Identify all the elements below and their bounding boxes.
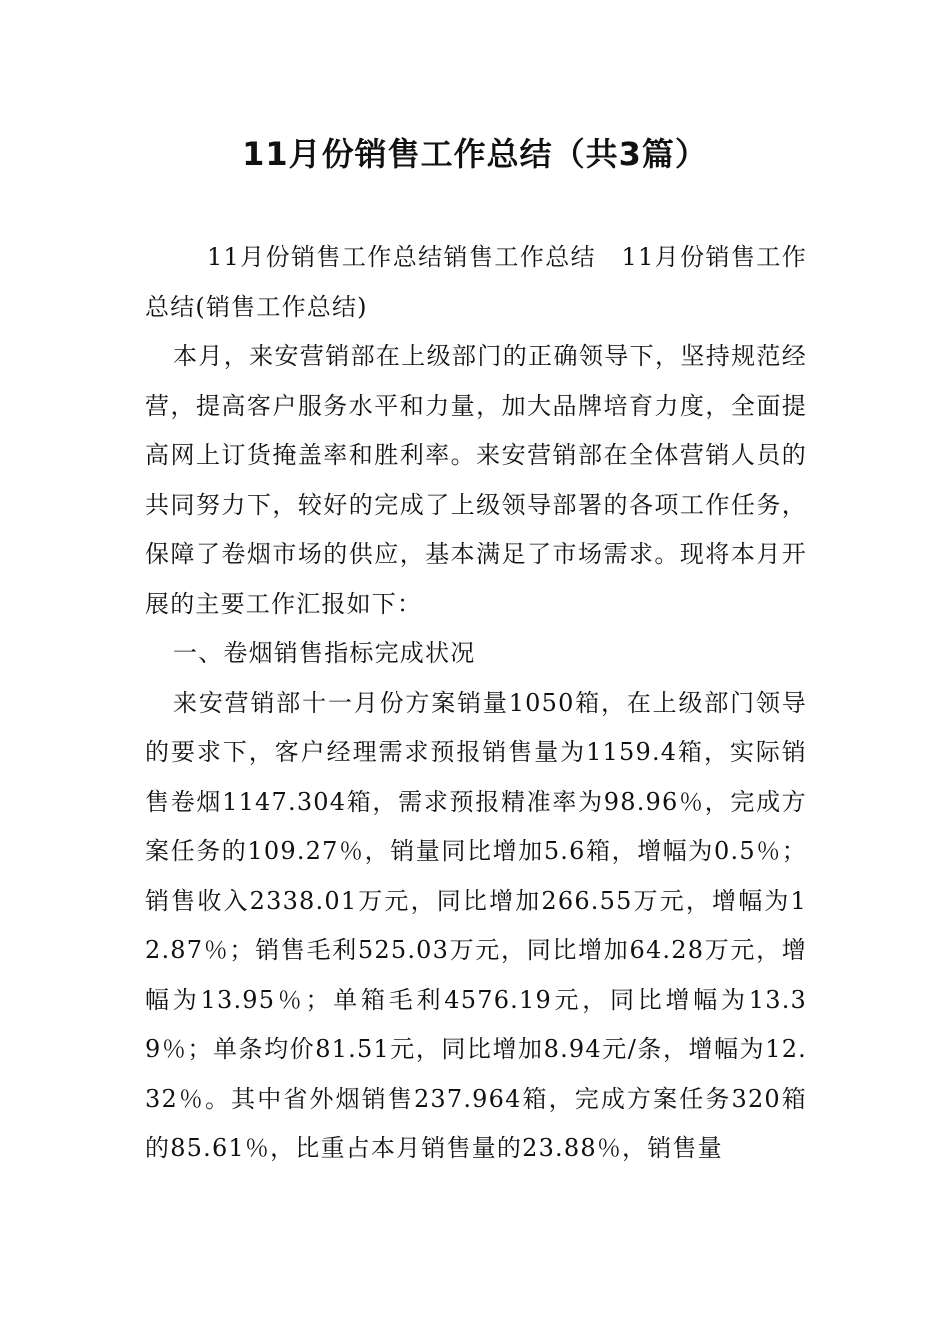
paragraph-intro: 11月份销售工作总结销售工作总结 11月份销售工作总结(销售工作总结) bbox=[145, 243, 807, 321]
paragraph-overview: 本月，来安营销部在上级部门的正确领导下，坚持规范经营，提高客户服务水平和力量，加大品牌培育力度，全面提高网上订货掩盖率和胜利率。来安营销部在全体营销人员的共同努力下，较好的完成了上级领导部署的各项工作任务，保障了卷烟市场的供应，基本满足了市场需求。现将本月开展的主要工作汇报如下： bbox=[145, 342, 807, 618]
section-heading: 一、卷烟销售指标完成状况 bbox=[173, 639, 476, 667]
paragraph-sales-figures: 来安营销部十一月份方案销量1050箱，在上级部门领导的要求下，客户经理需求预报销售量为1159.4箱，实际销售卷烟1147.304箱，需求预报精准率为98.96％，完成方案任务的109.27％，销量同比增加5.6箱，增幅为0.5％；销售收入2338.01万元，同比增加266.55万元，增幅为12.87％；销售毛利525.03万元，同比增加64.28万元，增幅为13.95％；单箱毛利4576.19元，同比增幅为13.39％；单条均价81.51元，同比增加8.94元/条，增幅为12.32％。其中省外烟销售237.964箱，完成方案任务320箱的85.61％，比重占本月销售量的23.88％，销售量 bbox=[145, 688, 807, 1162]
document-body bbox=[145, 233, 807, 1174]
document-title: 11月份销售工作总结（共3篇） bbox=[242, 135, 708, 173]
